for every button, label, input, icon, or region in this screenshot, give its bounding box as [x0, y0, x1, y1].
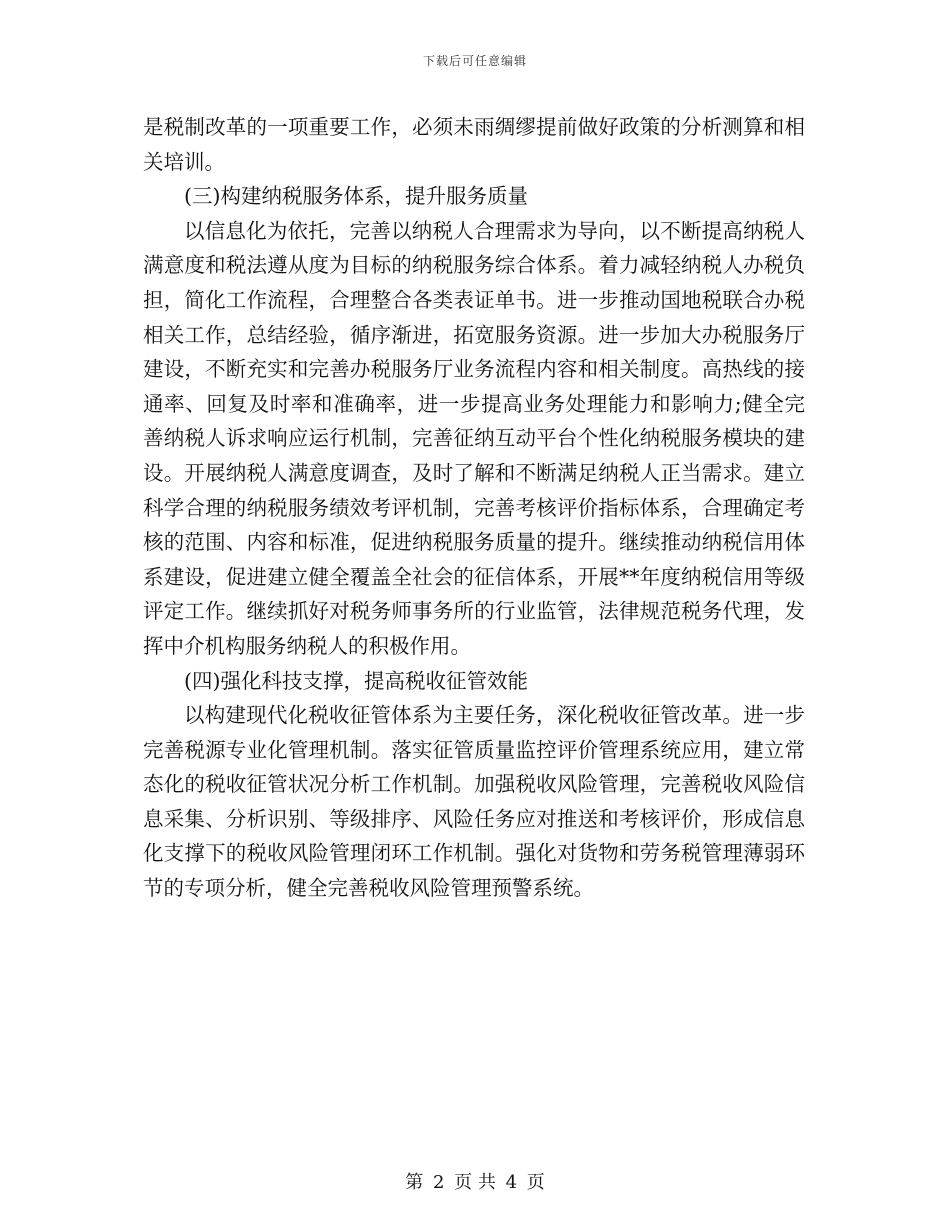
paragraph-tax-collection: 以构建现代化税收征管体系为主要任务，深化税收征管改革。进一步完善税源专业化管理机制。落实征管质量监控评价管理系统应用，建立常态化的税收征管状况分析工作机制。加强税收风险管理，完善税收风险信息采集、分析识别、等级排序、风险任务应对推送和考核评价，形成信息化支撑下的税收风险管理闭环工作机制。强化对货物和劳务税管理薄弱环节的专项分析，健全完善税收风险管理预警系统。	[143, 703, 805, 901]
paragraph-continuation: 是税制改革的一项重要工作，必须未雨绸缪提前做好政策的分析测算和相关培训。	[143, 115, 805, 174]
section-heading-3: (三)构建纳税服务体系，提升服务质量	[184, 184, 528, 209]
total-page-count: 4	[505, 1172, 518, 1193]
page-header-note: 下载后可任意编辑	[422, 54, 527, 68]
current-page-number: 2	[432, 1172, 445, 1193]
footer-prefix: 第	[405, 1172, 424, 1193]
footer-suffix: 页	[526, 1172, 545, 1193]
document-body	[143, 110, 805, 906]
paragraph-tax-service: 以信息化为依托，完善以纳税人合理需求为导向，以不断提高纳税人满意度和税法遵从度为目标的纳税服务综合体系。着力减轻纳税人办税负担，简化工作流程，合理整合各类表证单书。进一步推动国地税联合办税相关工作，总结经验，循序渐进，拓宽服务资源。进一步加大办税服务厅建设，不断充实和完善办税服务厅业务流程内容和相关制度。高热线的接通率、回复及时率和准确率，进一步提高业务处理能力和影响力;健全完善纳税人诉求响应运行机制，完善征纳互动平台个性化纳税服务模块的建设。开展纳税人满意度调查，及时了解和不断满足纳税人正当需求。建立科学合理的纳税服务绩效考评机制，完善考核评价指标体系，合理确定考核的范围、内容和标准，促进纳税服务质量的提升。继续推动纳税信用体系建设，促进建立健全覆盖全社会的征信体系，开展**年度纳税信用等级评定工作。继续抓好对税务师事务所的行业监管，法律规范税务代理，发挥中介机构服务纳税人的积极作用。	[143, 218, 805, 658]
section-heading-4: (四)强化科技支撑，提高税收征管效能	[184, 668, 528, 693]
page-footer	[0, 1168, 950, 1194]
footer-middle: 页 共	[454, 1172, 496, 1193]
